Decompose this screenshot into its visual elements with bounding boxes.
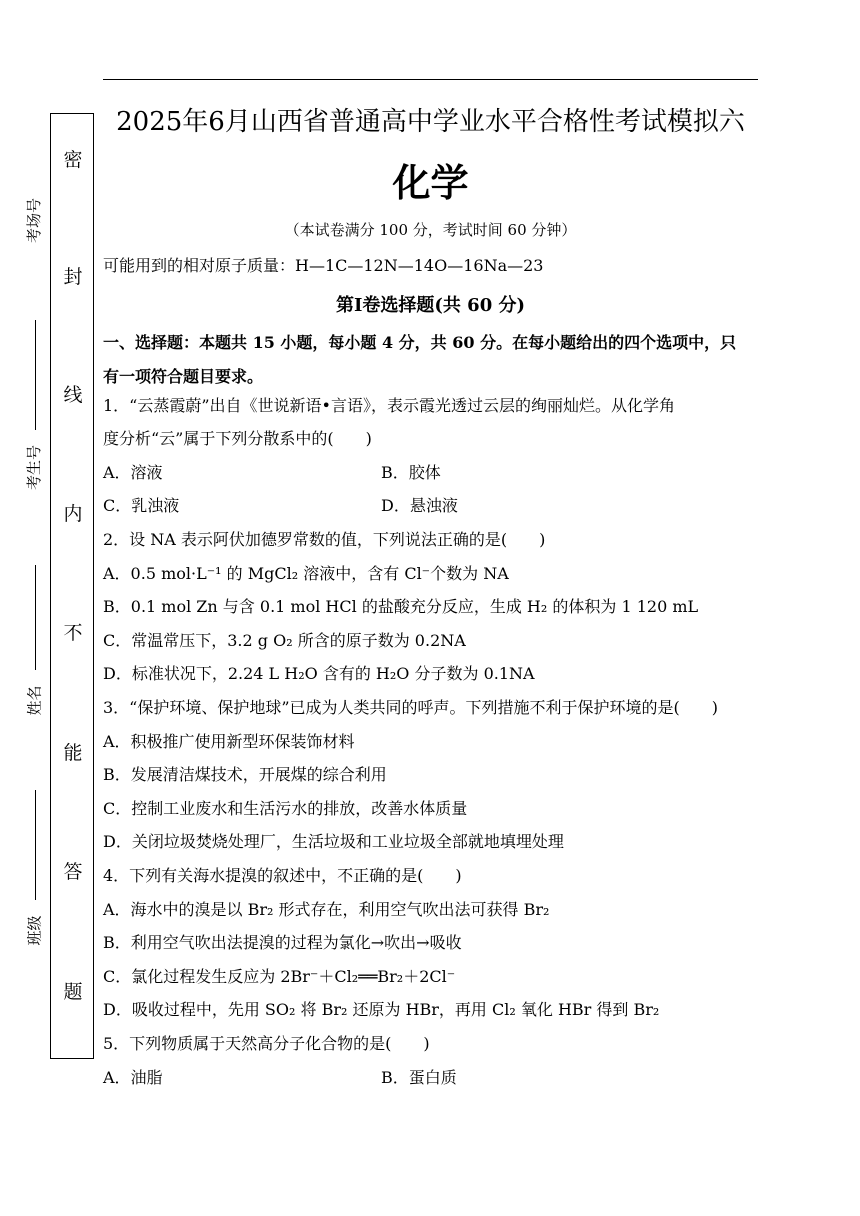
top-rule <box>103 79 758 80</box>
section-instruction: 有一项符合题目要求。 <box>103 367 264 386</box>
question-1-option-a: A．溶液 <box>103 463 163 482</box>
section-instruction: 一、选择题：本题共 15 小题，每小题 4 分，共 60 分。在每小题给出的四个选项中，只 <box>103 333 737 352</box>
question-4-option-c: C．氯化过程发生反应为 2Br⁻＋Cl₂══Br₂＋2Cl⁻ <box>103 967 456 986</box>
question-3-option-d: D．关闭垃圾焚烧处理厂，生活垃圾和工业垃圾全部就地填埋处理 <box>103 832 564 851</box>
question-2-option-a: A．0.5 mol·L⁻¹ 的 MgCl₂ 溶液中，含有 Cl⁻个数为 NA <box>103 564 509 583</box>
question-3-option-b: B．发展清洁煤技术，开展煤的综合利用 <box>103 765 387 784</box>
exam-room-label: 考场号 <box>25 197 44 244</box>
exam-note: （本试卷满分 100 分，考试时间 60 分钟） <box>284 221 577 239</box>
section-title: 第Ⅰ卷选择题(共 60 分) <box>335 295 526 316</box>
question-1-stem: 1．“云蒸霞蔚”出自《世说新语•言语》，表示霞光透过云层的绚丽灿烂。从化学角 <box>103 396 675 415</box>
question-2-option-c: C．常温常压下，3.2 g O₂ 所含的原子数为 0.2NA <box>103 631 466 650</box>
question-4-option-d: D．吸收过程中，先用 SO₂ 将 Br₂ 还原为 HBr，再用 Cl₂ 氧化 HBr 得到 Br₂ <box>103 1000 660 1019</box>
seal-line-box <box>50 113 94 1059</box>
question-3-option-a: A．积极推广使用新型环保装饰材料 <box>103 732 355 751</box>
exam-room-blank <box>35 320 36 430</box>
seal-char: 不 <box>63 622 83 644</box>
name-label: 姓名 <box>25 685 44 716</box>
class-label: 班级 <box>25 915 44 946</box>
name-blank <box>35 790 36 900</box>
question-2-option-d: D．标准状况下，2.24 L H₂O 含有的 H₂O 分子数为 0.1NA <box>103 664 535 683</box>
question-4-option-a: A．海水中的溴是以 Br₂ 形式存在，利用空气吹出法可获得 Br₂ <box>103 900 550 919</box>
question-3-option-c: C．控制工业废水和生活污水的排放，改善水体质量 <box>103 799 468 818</box>
question-1-option-b: B．胶体 <box>381 463 441 482</box>
question-5-stem: 5．下列物质属于天然高分子化合物的是( ) <box>103 1034 430 1053</box>
seal-char: 内 <box>63 503 83 525</box>
exam-no-label: 考生号 <box>25 444 44 491</box>
seal-char: 线 <box>63 384 83 406</box>
question-5-option-a: A．油脂 <box>103 1068 163 1087</box>
exam-no-blank <box>35 565 36 670</box>
question-5-option-b: B．蛋白质 <box>381 1068 457 1087</box>
seal-char: 密 <box>63 149 83 171</box>
seal-char: 封 <box>63 266 83 288</box>
question-4-stem: 4．下列有关海水提溴的叙述中，不正确的是( ) <box>103 866 462 885</box>
subject-title: 化学 <box>392 161 469 205</box>
atomic-masses: 可能用到的相对原子质量：H—1C—12N—14O—16Na—23 <box>103 256 544 275</box>
question-3-stem: 3．“保护环境、保护地球”已成为人类共同的呼声。下列措施不利于保护环境的是( ) <box>103 698 719 717</box>
question-1-option-c: C．乳浊液 <box>103 496 180 515</box>
question-2-stem: 2．设 NA 表示阿伏加德罗常数的值，下列说法正确的是( ) <box>103 530 546 549</box>
question-4-option-b: B．利用空气吹出法提溴的过程为氯化→吹出→吸收 <box>103 933 462 952</box>
seal-char: 题 <box>63 981 83 1003</box>
question-2-option-b: B．0.1 mol Zn 与含 0.1 mol HCl 的盐酸充分反应，生成 H₂ 的体积为 1 120 mL <box>103 597 699 616</box>
seal-char: 能 <box>63 742 83 764</box>
question-1-stem: 度分析“云”属于下列分散系中的( ) <box>103 429 372 448</box>
seal-char: 答 <box>63 861 83 883</box>
exam-title: 2025年6月山西省普通高中学业水平合格性考试模拟六 <box>116 107 745 137</box>
question-1-option-d: D．悬浊液 <box>381 496 458 515</box>
